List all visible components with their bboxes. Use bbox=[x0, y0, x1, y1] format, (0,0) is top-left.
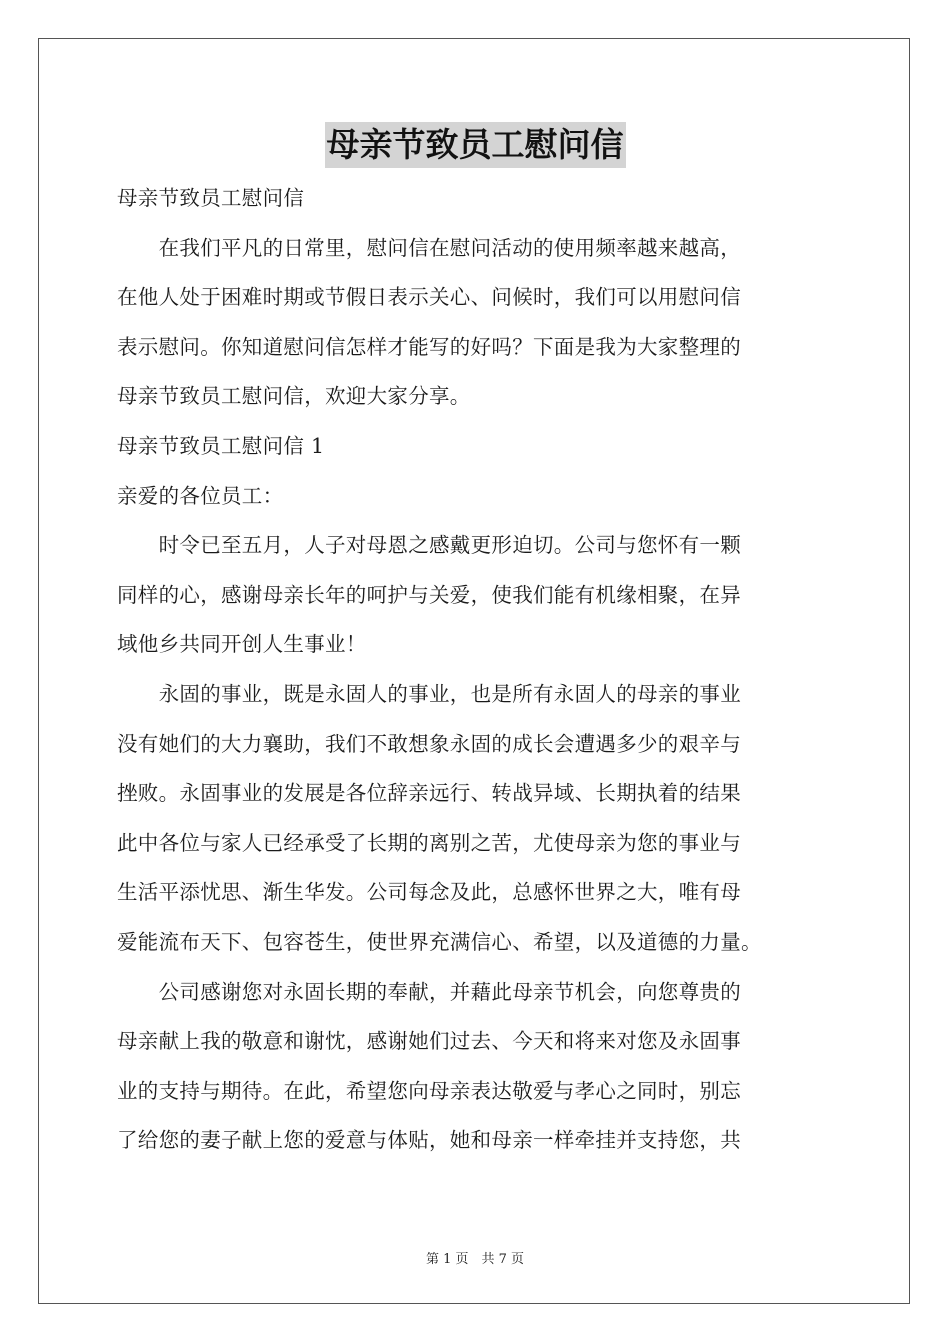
body-line: 时令已至五月，人子对母恩之感戴更形迫切。公司与您怀有一颗 bbox=[117, 533, 741, 558]
body-line: 公司感谢您对永固长期的奉献，并藉此母亲节机会，向您尊贵的 bbox=[117, 979, 741, 1004]
title-wrap bbox=[0, 122, 950, 168]
body-line: 母亲献上我的敬意和谢忱，感谢她们过去、今天和将来对您及永固事 bbox=[117, 1029, 741, 1054]
body-line: 永固的事业，既是永固人的事业，也是所有永固人的母亲的事业 bbox=[117, 681, 741, 706]
body-line: 表示慰问。你知道慰问信怎样才能写的好吗？下面是我为大家整理的 bbox=[117, 334, 741, 359]
body-line: 亲爱的各位员工： bbox=[117, 483, 284, 508]
body-line: 母亲节致员工慰问信，欢迎大家分享。 bbox=[117, 384, 471, 409]
body-line: 母亲节致员工慰问信 1 bbox=[117, 433, 325, 458]
body-line: 没有她们的大力襄助，我们不敢想象永固的成长会遭遇多少的艰辛与 bbox=[117, 731, 741, 756]
body-line: 挫败。永固事业的发展是各位辞亲远行、转战异域、长期执着的结果 bbox=[117, 781, 741, 806]
body-line: 了给您的妻子献上您的爱意与体贴，她和母亲一样牵挂并支持您，共 bbox=[117, 1128, 741, 1153]
page-footer bbox=[0, 1248, 950, 1267]
body-line: 在我们平凡的日常里，慰问信在慰问活动的使用频率越来越高， bbox=[117, 235, 741, 260]
document-title: 母亲节致员工慰问信 bbox=[325, 122, 626, 168]
body-line: 业的支持与期待。在此，希望您向母亲表达敬爱与孝心之同时，别忘 bbox=[117, 1078, 741, 1103]
body-line: 生活平添忧思、渐生华发。公司每念及此，总感怀世界之大，唯有母 bbox=[117, 880, 741, 905]
body-line: 同样的心，感谢母亲长年的呵护与关爱，使我们能有机缘相聚，在异 bbox=[117, 582, 741, 607]
body-line: 母亲节致员工慰问信 bbox=[117, 186, 305, 210]
body-line: 此中各位与家人已经承受了长期的离别之苦，尤使母亲为您的事业与 bbox=[117, 830, 741, 855]
body-line: 域他乡共同开创人生事业！ bbox=[117, 632, 367, 657]
body-line: 在他人处于困难时期或节假日表示关心、问候时，我们可以用慰问信 bbox=[117, 285, 741, 310]
document-body bbox=[117, 174, 837, 1166]
page-number: 第 1 页 共 7 页 bbox=[425, 1252, 525, 1267]
body-line: 爱能流布天下、包容苍生，使世界充满信心、希望，以及道德的力量。 bbox=[117, 929, 762, 954]
